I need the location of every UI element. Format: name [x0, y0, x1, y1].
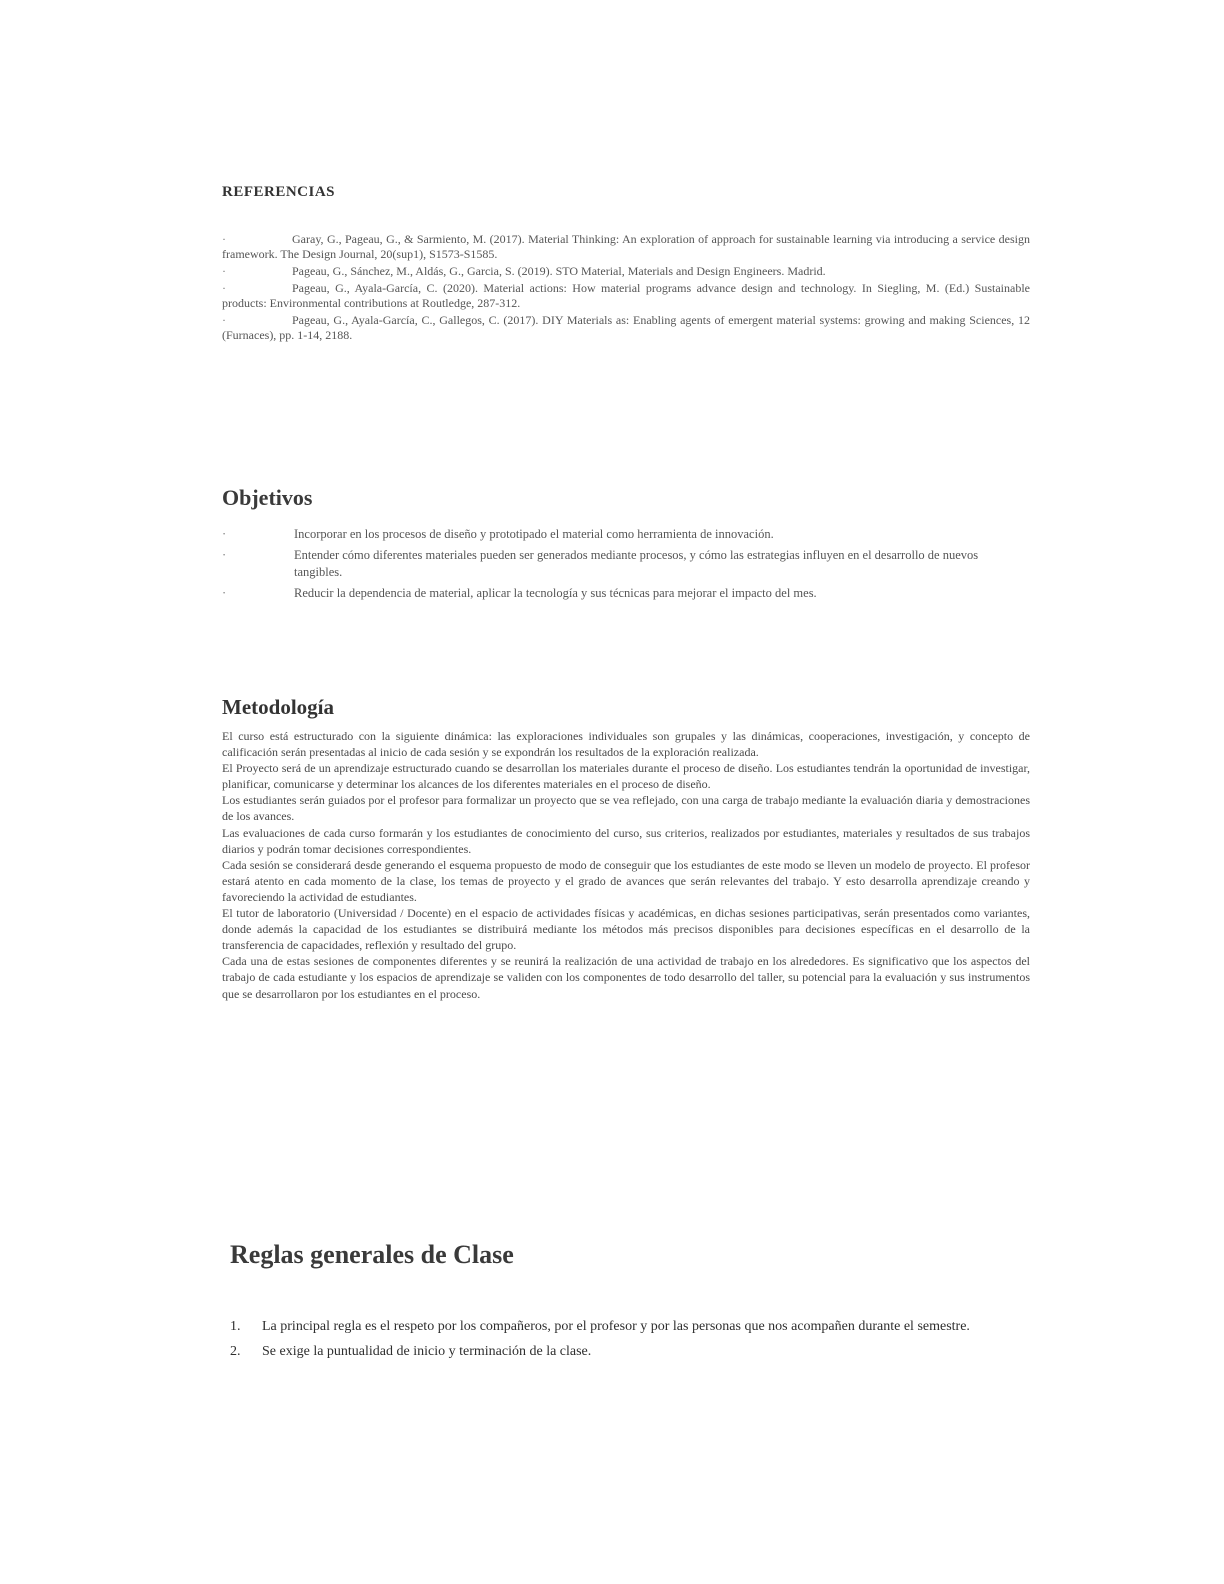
objectives-list [222, 526, 982, 606]
references-heading: REFERENCIAS [222, 184, 336, 200]
methodology-paragraph: Cada una de estas sesiones de componentes diferentes y se reunirá la realización de una actividad de trabajo en los alrededores. Es significativo que los aspectos del trabajo de cada estudiante y los espacios de aprendizaje se validen con los componentes de todo desarrollo del taller, su potencial para la evaluación y sus instrumentos que se desarrollaron por los estudiantes en el proceso. [222, 954, 1030, 1001]
objective-item: · Reducir la dependencia de material, aplicar la tecnología y sus técnicas para mejorar el impacto del mes. [222, 586, 817, 600]
rule-item [230, 1316, 1010, 1337]
bullet-icon: · [222, 232, 226, 246]
bullet-icon: · [222, 264, 226, 278]
objective-item: · Incorporar en los procesos de diseño y prototipado el material como herramienta de innovación. [222, 527, 774, 541]
rule-number: 2. [230, 1344, 241, 1359]
methodology-paragraph: Las evaluaciones de cada curso formarán y los estudiantes de conocimiento del curso, sus criterios, realizados por estudiantes, materiales y resultados de sus trabajos diarios y podrán tomar decisiones correspondientes. [222, 825, 1030, 856]
reference-item: · Pageau, G., Sánchez, M., Aldás, G., Garcia, S. (2019). STO Material, Materials and Design Engineers. Madrid. [222, 264, 826, 278]
references-list [222, 232, 1030, 345]
bullet-icon: · [222, 527, 227, 541]
methodology-body [222, 728, 1030, 1002]
methodology-heading: Metodología [222, 695, 334, 719]
methodology-paragraph: El Proyecto será de un aprendizaje estructurado cuando se desarrollan los materiales durante el proceso de diseño. Los estudiantes tendrán la oportunidad de investigar, planificar, comunicarse y determinar los alcances de los diferentes materiales en el proceso de diseño. [222, 761, 1030, 792]
rule-text: La principal regla es el respeto por los compañeros, por el profesor y por las personas que nos acompañen durante el semestre. [262, 1319, 970, 1334]
rule-number: 1. [230, 1319, 241, 1334]
rules-list [230, 1316, 1010, 1366]
objective-item: · Entender cómo diferentes materiales pueden ser generados mediante procesos, y cómo las estrategias influyen en el desarrollo de nuevos tangibles. [222, 548, 979, 579]
reference-item: · Pageau, G., Ayala-García, C. (2020). Material actions: How material programs advance design and technology. In Siegling, M. (Ed.) Sustainable products: Environmental contributions at Routledge, 287-312. [222, 281, 1030, 310]
bullet-icon: · [222, 586, 227, 600]
objectives-heading: Objetivos [222, 485, 313, 510]
rules-heading: Reglas generales de Clase [230, 1240, 514, 1269]
reference-item: · Pageau, G., Ayala-García, C., Gallegos, C. (2017). DIY Materials as: Enabling agents of emergent material systems: growing and making Sciences, 12 (Furnaces), pp. 1-14, 2188. [222, 313, 1030, 342]
rule-item [230, 1341, 1010, 1362]
bullet-icon: · [222, 281, 226, 295]
bullet-icon: · [222, 548, 227, 562]
methodology-paragraph: Cada sesión se considerará desde generando el esquema propuesto de modo de conseguir que los estudiantes de este modo se lleven un modelo de proyecto. El profesor estará atento en cada momento de la clase, los temas de proyecto y el grado de avances que serán relevantes del trabajo. Y esto desarrolla aprendizaje creando y favoreciendo la actividad de estudiantes. [222, 857, 1030, 904]
methodology-paragraph: Los estudiantes serán guiados por el profesor para formalizar un proyecto que se vea reflejado, con una carga de trabajo mediante la evaluación diaria y demostraciones de los avances. [222, 793, 1030, 824]
bullet-icon: · [222, 313, 226, 327]
reference-item: · Garay, G., Pageau, G., & Sarmiento, M. (2017). Material Thinking: An exploration of approach for sustainable learning via introducing a service design framework. The Design Journal, 20(sup1), S1573-S1585. [222, 232, 1030, 261]
rule-text: Se exige la puntualidad de inicio y terminación de la clase. [262, 1344, 592, 1359]
methodology-paragraph: El curso está estructurado con la siguiente dinámica: las exploraciones individuales son grupales y las dinámicas, cooperaciones, investigación, y concepto de calificación serán presentadas al inicio de cada sesión y se expondrán los resultados de la exploración realizada. [222, 729, 1030, 760]
methodology-paragraph: El tutor de laboratorio (Universidad / Docente) en el espacio de actividades físicas y académicas, en dichas sesiones participativas, serán presentados como variantes, donde además la capacidad de los estudiantes se distribuirá mediante los métodos más precisos disponibles para decisiones específicas en el desarrollo de la transferencia de capacidades, reflexión y resultado del grupo. [222, 906, 1030, 953]
